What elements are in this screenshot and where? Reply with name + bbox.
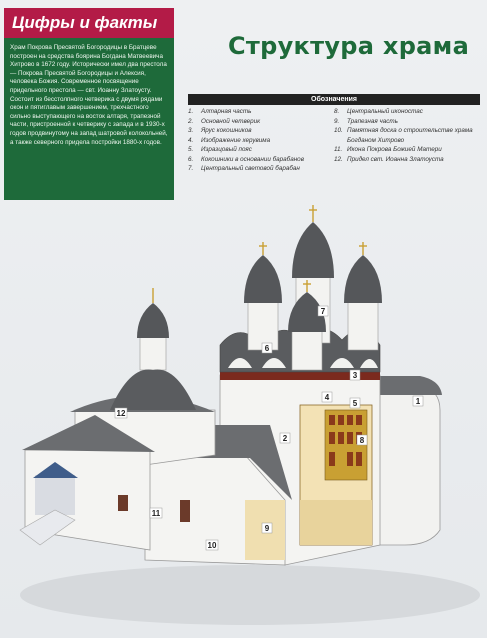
marker-2-label: 2 (282, 434, 288, 443)
marker-9-label: 9 (264, 524, 270, 533)
legend-heading: Обозначения (188, 94, 480, 105)
legend-num: 9. (334, 117, 340, 125)
drum-right (348, 300, 378, 350)
legend-item (188, 126, 334, 136)
legend-text: Алтарная часть (201, 108, 252, 115)
chapel-kokoshniks (110, 370, 196, 411)
legend-item (188, 164, 334, 174)
marker-12 (115, 408, 127, 418)
legend-num: 12. (334, 155, 343, 163)
legend-item (188, 107, 334, 117)
marker-3 (350, 370, 360, 380)
legend-num: 3. (188, 127, 194, 134)
ground-shadow (20, 565, 480, 625)
dome-center (292, 222, 334, 278)
marker-1 (413, 396, 423, 406)
church-cutaway-illustration (0, 200, 487, 638)
legend-num: 5. (188, 146, 194, 153)
legend-num: 6. (188, 155, 194, 163)
chapel-dome (137, 303, 169, 338)
marker-8-label: 8 (359, 436, 365, 445)
marker-5-label: 5 (352, 399, 358, 408)
marker-6-label: 6 (264, 344, 270, 353)
legend-num: 8. (334, 108, 340, 115)
legend-num: 10. (334, 127, 343, 134)
marker-12-label: 12 (116, 409, 126, 418)
legend-item (334, 126, 480, 145)
legend-item (334, 155, 480, 165)
marker-2 (280, 433, 290, 443)
legend-text: Ярус кокошников (201, 127, 252, 134)
drum-front (292, 330, 322, 370)
legend-item (334, 145, 480, 155)
window-west (118, 495, 128, 511)
marker-10-label: 10 (207, 541, 217, 550)
marker-6 (262, 343, 272, 353)
marker-9 (262, 523, 272, 533)
legend-item (334, 107, 480, 117)
marker-1-label: 1 (415, 397, 421, 406)
legend-item (334, 117, 480, 127)
legend-item (188, 145, 334, 155)
legend-item (188, 117, 334, 127)
legend-item (188, 136, 334, 146)
legend-text: Центральный световой барабан (201, 165, 300, 172)
legend-num: 2. (188, 117, 194, 125)
marker-4 (322, 392, 332, 402)
marker-11 (150, 508, 162, 518)
chapel-drum (140, 335, 166, 370)
legend-column-left (188, 107, 334, 174)
drum-left (248, 300, 278, 350)
facts-title: Цифры и факты (4, 8, 174, 38)
page-title: Структура храма (228, 32, 470, 60)
porch (35, 475, 75, 515)
marker-5 (350, 398, 360, 408)
legend-text: Икона Покрова Божией Матери (347, 146, 442, 153)
marker-3-label: 3 (352, 371, 358, 380)
legend-text: Памятная доска о строительстве храма Богданом Хитрово (347, 127, 473, 144)
legend-text: Трапезная часть (347, 117, 398, 125)
marker-8 (357, 435, 367, 445)
marker-7 (318, 306, 328, 316)
legend-column-right (334, 107, 480, 174)
legend-num: 1. (188, 108, 194, 115)
legend-num: 11. (334, 146, 343, 153)
legend-num: 4. (188, 136, 194, 144)
marker-11-label: 11 (151, 509, 161, 518)
legend (188, 94, 480, 174)
legend-text: Придел свт. Иоанна Златоуста (347, 155, 444, 163)
marker-7-label: 7 (320, 307, 326, 316)
legend-text: Изразцовый пояс (201, 146, 252, 153)
dome-left (244, 255, 282, 303)
facts-text: Храм Покрова Пресвятой Богородицы в Братцеве построен на средства боярина Богдана Матвеевича Хитрово в 1672 году. Исторически имел два престола — Покрова Пресвятой Богородицы и Алексия, человека Божия. Современное посвящение придельного престола — свт. Иоанну Златоусту. Состоит из бесстолпного четверика с двумя рядами окон и пятиглавым завершением, трехчастного сильно выступающего на восток алтаря, трапезной части, пристроенной к четверику с запада и в 1930-х годов продвинутому на запад шатровой колокольней, а также северного придела постройки 1880-х годов. (10, 44, 168, 146)
legend-text: Кокошники в основании барабанов (201, 155, 304, 163)
marker-10 (206, 540, 218, 550)
window-refectory (180, 500, 190, 522)
dome-right (344, 255, 382, 303)
facts-box (4, 8, 174, 200)
legend-text: Изображение херувима (201, 136, 271, 144)
legend-item (188, 155, 334, 165)
legend-num: 7. (188, 165, 194, 172)
legend-text: Центральный иконостас (347, 108, 423, 115)
interior-floor (300, 500, 372, 545)
legend-text: Основной четверик (201, 117, 261, 125)
marker-4-label: 4 (324, 393, 330, 402)
